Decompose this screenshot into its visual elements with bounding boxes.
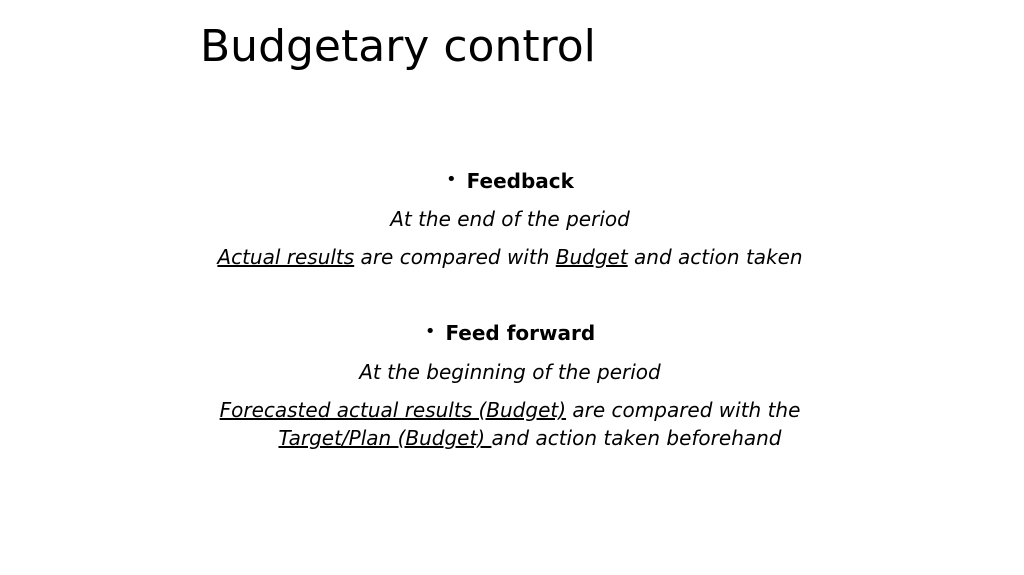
feedforward-subject: Forecasted actual results (Budget) (219, 398, 567, 422)
feedforward-connector: are compared with the (566, 398, 801, 422)
feedforward-comparison-line2 (180, 425, 840, 451)
feedforward-comparison-line1 (180, 397, 840, 423)
feedback-subject: Actual results (217, 245, 355, 269)
feedforward-target: Target/Plan (Budget) (278, 426, 492, 450)
feedforward-timing: At the beginning of the period (359, 360, 661, 384)
feedback-heading-text: Feedback (466, 169, 574, 193)
feedback-ending: and action taken (627, 245, 803, 269)
bullet-icon: • (446, 169, 457, 190)
feedforward-heading (180, 320, 840, 348)
bullet-icon: • (424, 321, 436, 342)
feedback-comparison (180, 244, 840, 270)
feedback-connector: are compared with (354, 245, 556, 269)
slide-body (180, 0, 840, 575)
feedback-heading (180, 168, 840, 196)
slide-title: Budgetary control (200, 21, 596, 72)
feedforward-ending: and action taken beforehand (491, 426, 782, 450)
feedback-timing: At the end of the period (390, 207, 630, 231)
feedforward-heading-text: Feed forward (445, 321, 596, 345)
feedback-target: Budget (555, 245, 628, 269)
